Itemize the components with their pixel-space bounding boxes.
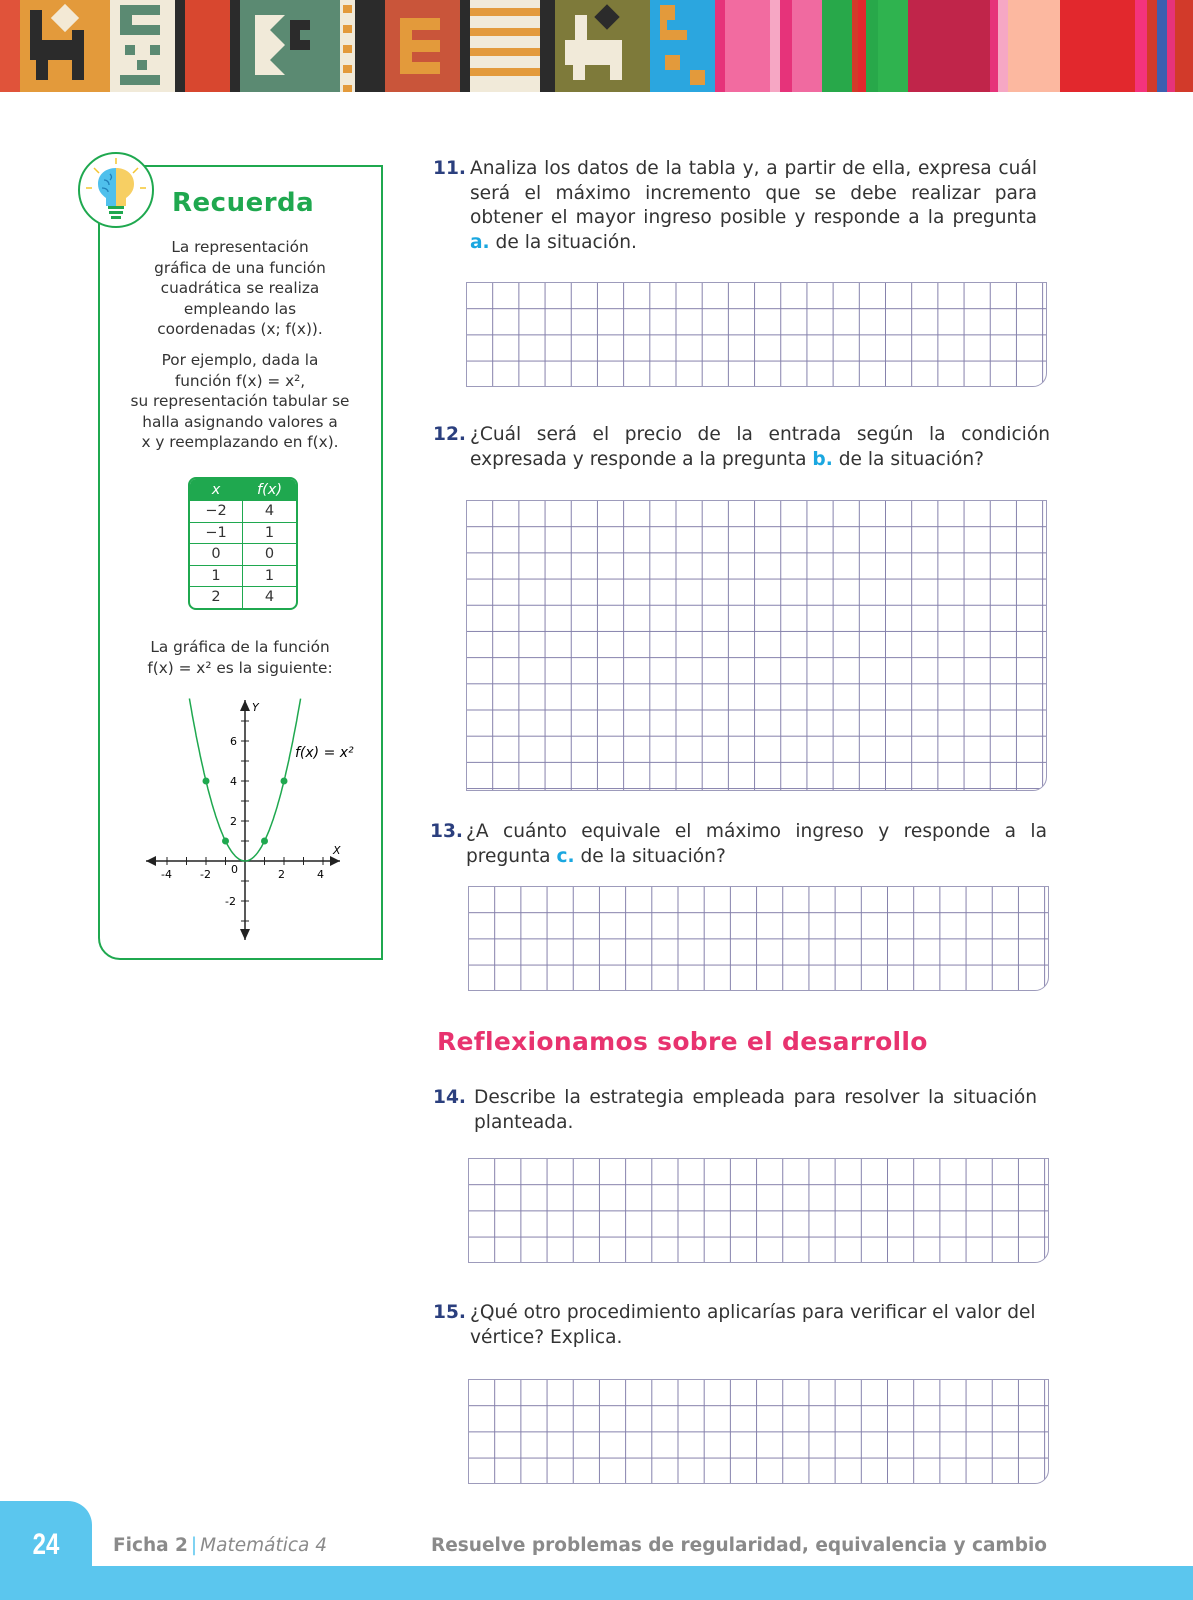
table-header: f(x) xyxy=(243,479,296,500)
x-tick-label: -4 xyxy=(161,868,172,881)
question-11 xyxy=(433,157,1037,255)
x-axis-arrow-left xyxy=(146,856,156,866)
y-tick-label: 4 xyxy=(230,775,237,788)
recuerda-intro: La representación gráfica de una función cuadrática se realiza empleando las coordenadas (x; f(x)). xyxy=(154,238,326,338)
graph-caption: La gráfica de la función f(x) = x² es la siguiente: xyxy=(147,638,333,677)
x-axis-arrow xyxy=(330,856,340,866)
answer-grid-13[interactable] xyxy=(468,886,1049,991)
parabola-graph xyxy=(140,695,380,945)
question-number: 12. xyxy=(433,424,466,445)
decorative-textile-banner xyxy=(0,0,1193,92)
question-13 xyxy=(430,820,1047,869)
question-text: ¿A cuánto equivale el máximo ingreso y responde a la pregunta c. de la situación? xyxy=(466,821,1047,867)
question-number: 15. xyxy=(433,1302,466,1323)
x-tick-label: -2 xyxy=(200,868,211,881)
answer-grid-15[interactable] xyxy=(468,1379,1049,1484)
footer-bar xyxy=(0,1566,1193,1600)
data-point xyxy=(203,778,210,785)
question-text: Describe la estrategia empleada para resolver la situación planteada. xyxy=(474,1087,1037,1133)
y-tick-label: 2 xyxy=(230,815,237,828)
question-text: ¿Qué otro procedimiento aplicarías para verificar el valor del vértice? Explica. xyxy=(470,1302,1036,1348)
question-15 xyxy=(433,1301,1050,1350)
x-tick-label: 2 xyxy=(278,868,285,881)
y-axis-arrow-bottom xyxy=(240,929,250,940)
x-tick-label: 4 xyxy=(317,868,324,881)
function-label: f(x) = x² xyxy=(295,745,354,761)
y-axis-arrow xyxy=(240,700,250,711)
section-title: Reflexionamos sobre el desarrollo xyxy=(437,1027,928,1056)
table-row: 1 1 xyxy=(190,565,296,587)
table-header: x xyxy=(190,479,243,500)
data-point xyxy=(261,838,268,845)
question-14 xyxy=(433,1086,1037,1135)
recuerda-example: Por ejemplo, dada la función f(x) = x², su representación tabular se halla asignando valores a x y reemplazando en f(x). xyxy=(130,351,350,451)
question-number: 13. xyxy=(430,821,463,842)
y-tick-label: -2 xyxy=(225,895,236,908)
values-table xyxy=(188,477,298,610)
table-row: 2 4 xyxy=(190,586,296,608)
y-tick-label: 6 xyxy=(230,735,237,748)
brain-lightbulb-icon xyxy=(78,152,154,228)
answer-grid-12[interactable] xyxy=(466,500,1047,791)
table-row: −1 1 xyxy=(190,522,296,544)
question-text: Analiza los datos de la tabla y, a partir de ella, expresa cuál será el máximo incremento que se debe realizar para obtener el mayor ingreso posible y responde a la pregunta a. de la situación. xyxy=(470,158,1037,253)
recuerda-title: Recuerda xyxy=(172,188,315,218)
question-number: 11. xyxy=(433,158,466,179)
question-text: ¿Cuál será el precio de la entrada según la condición expresada y responde a la pregunta b. de la situación? xyxy=(470,424,1050,470)
y-axis-label: Y xyxy=(252,701,259,714)
page-number: 24 xyxy=(32,1528,60,1561)
table-row: −2 4 xyxy=(190,500,296,522)
data-point xyxy=(281,778,288,785)
question-number: 14. xyxy=(433,1087,466,1108)
table-row: 0 0 xyxy=(190,543,296,565)
footer-competency: Resuelve problemas de regularidad, equivalencia y cambio xyxy=(430,1535,1047,1556)
x-tick-label: 0 xyxy=(231,863,238,876)
question-12 xyxy=(433,423,1050,472)
data-point xyxy=(222,838,229,845)
answer-grid-14[interactable] xyxy=(468,1158,1049,1263)
footer-ficha: Ficha 2 | Matemática 4 xyxy=(113,1535,328,1556)
answer-grid-11[interactable] xyxy=(466,282,1047,387)
x-axis-label: X xyxy=(333,844,341,857)
